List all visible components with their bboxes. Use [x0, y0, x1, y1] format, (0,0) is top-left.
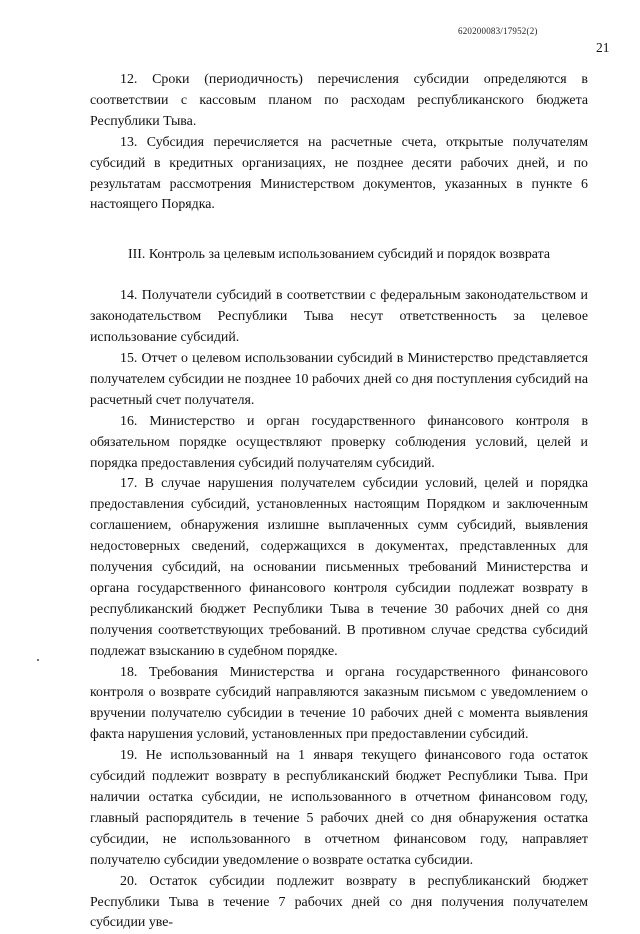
paragraph-13: 13. Субсидия перечисляется на расчетные счета, открытые получателям субсидий в кредитных организациях, не позднее десяти рабочих дней, и по результатам рассмотрения Министерством документов, указанных в пункте 6 настоящего Порядка. — [90, 134, 588, 213]
page-number: 21 — [596, 40, 610, 55]
paragraph-12: 12. Сроки (периодичность) перечисления субсидии определяются в соответствии с кассовым планом по расходам республиканского бюджета Республики Тыва. — [90, 72, 588, 129]
document-id: 620200083/17952(2) — [458, 26, 538, 36]
paragraph-15: 15. Отчет о целевом использовании субсидий в Министерство представляется получателем субсидии не позднее 10 рабочих дней со дня поступления субсидий на расчетный счет получателя. — [90, 350, 588, 408]
section-heading: III. Контроль за целевым использованием субсидий и порядок возврата — [128, 247, 550, 263]
paragraph-14: 14. Получатели субсидий в соответствии с федеральным законодательством и законодательством Республики Тыва несут ответственность за целевое использование субсидий. — [90, 288, 588, 346]
scan-speck — [37, 659, 39, 661]
paragraph-19: 19. Не использованный на 1 января текущего финансового года остаток субсидий подлежит возврату в республиканский бюджет Республики Тыва. При наличии остатка субсидии, не использованного в отчетном финансовом году, главный распорядитель в течение 5 рабочих дней со дня обнаружения остатка субсидии, не использованного в отчетном финансовом году, направляет получателю субсидии уведомление о возврате остатка субсидии. — [90, 748, 588, 868]
paragraph-16: 16. Министерство и орган государственного финансового контроля в обязательном порядке осуществляют проверку соблюдения условий, целей и порядка предоставления субсидий получателям субсидий. — [90, 413, 588, 471]
paragraph-17: 17. В случае нарушения получателем субсидии условий, целей и порядка предоставления субсидий, установленных настоящим Порядком и заключенным соглашением, обнаружения излишне выплаченных сумм субсидий, выявления недостоверных сведений, содержащихся в документах, представленных для получения субсидий, на основании письменных требований Министерства и органа государственного финансового контроля субсидии подлежат возврату в республиканский бюджет Республики Тыва в течение 30 рабочих дней со дня получения соответствующих требований. В противном случае средства субсидий подлежат взысканию в судебном порядке. — [90, 476, 588, 659]
paragraph-18: 18. Требования Министерства и органа государственного финансового контроля о возврате субсидий направляются заказным письмом с уведомлением о вручении получателю субсидии в течение 10 рабочих дней с момента выявления факта нарушения условий, установленных при предоставлении субсидий. — [90, 664, 588, 743]
paragraph-20: 20. Остаток субсидии подлежит возврату в республиканский бюджет Республики Тыва в течение 7 рабочих дней со дня получения получателем субсидии уве- — [90, 873, 588, 931]
document-body — [90, 70, 588, 934]
